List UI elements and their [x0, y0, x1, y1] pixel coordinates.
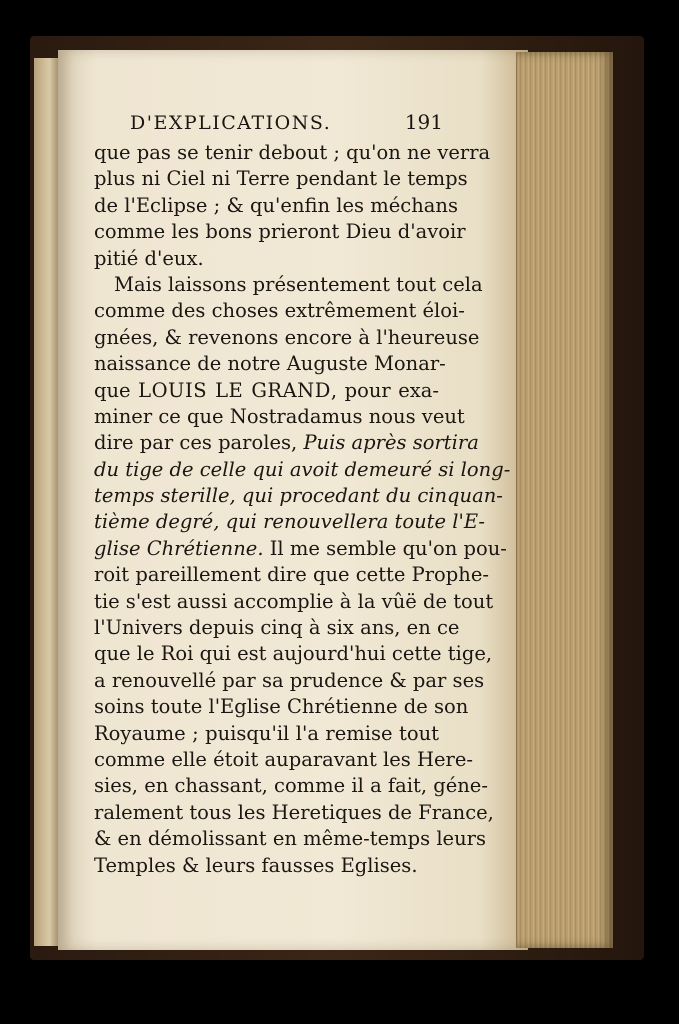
- text-line: [94, 562, 489, 588]
- text-line: [94, 826, 486, 852]
- text-segment: miner ce que Nostradamus nous veut: [94, 404, 465, 428]
- text-segment: , pour exa-: [330, 378, 439, 402]
- text-line: [94, 430, 479, 456]
- page-number: 191: [404, 110, 443, 134]
- text-segment: Mais laissons présentement tout cela: [114, 272, 483, 296]
- text-line: [94, 589, 494, 615]
- page-block-edges: [516, 52, 613, 948]
- text-line: [94, 641, 493, 667]
- text-segment: que pas se tenir debout ; qu'on ne verra: [94, 141, 491, 164]
- text-line: [94, 536, 507, 562]
- text-line: [94, 351, 446, 377]
- text-segment: & en démolissant en même-temps leurs: [94, 827, 486, 851]
- text-segment: que: [94, 378, 139, 402]
- text-line: [94, 773, 488, 799]
- text-segment: temps sterille, qui procedant du cinquan-: [94, 484, 503, 508]
- text-segment: l'Univers depuis cinq à six ans, en ce: [94, 616, 460, 640]
- text-segment: sies, en chassant, comme il a fait, géne-: [94, 774, 488, 798]
- text-line: [94, 246, 439, 272]
- text-line: [94, 509, 486, 535]
- text-line: [94, 378, 439, 404]
- text-line: [94, 694, 469, 720]
- text-segment: pitié d'eux.: [94, 246, 204, 270]
- text-segment: du tige de celle qui avoit demeuré si long-: [94, 457, 511, 481]
- text-line: [94, 219, 466, 245]
- text-line: [94, 457, 511, 483]
- text-segment: Puis après sortira: [303, 431, 479, 455]
- text-segment: que le Roi qui est aujourd'hui cette tige,: [94, 642, 493, 666]
- text-segment: dire par ces paroles,: [94, 431, 304, 455]
- text-segment: glise Chrétienne.: [94, 536, 264, 560]
- text-line: [94, 193, 458, 219]
- text-line: [94, 272, 483, 298]
- text-segment: roit pareillement dire que cette Prophe-: [94, 563, 489, 587]
- text-segment: LOUIS LE GRAND: [138, 378, 331, 402]
- text-line: [94, 404, 465, 430]
- text-segment: Il me semble qu'on pou-: [263, 536, 507, 560]
- text-segment: ralement tous les Heretiques de France,: [94, 800, 494, 824]
- text-line: [94, 800, 494, 826]
- text-segment: de l'Eclipse ; & qu'enfin les méchans: [94, 193, 458, 217]
- text-line: [94, 166, 468, 192]
- text-segment: gnées, & revenons encore à l'heureuse: [94, 325, 480, 349]
- text-segment: tième degré, qui renouvellera toute l'E-: [94, 510, 486, 534]
- text-segment: Royaume ; puisqu'il l'a remise tout: [94, 721, 439, 745]
- page-text-block: [94, 110, 511, 879]
- text-segment: comme elle étoit auparavant les Here-: [94, 747, 473, 771]
- text-line: [94, 747, 473, 773]
- text-line: [94, 140, 491, 166]
- text-segment: comme des choses extrêmement éloi-: [94, 299, 465, 323]
- text-segment: Temples & leurs fausses Eglises.: [94, 853, 418, 877]
- text-segment: a renouvellé par sa prudence & par ses: [94, 668, 485, 692]
- text-line: [94, 298, 465, 324]
- text-segment: comme les bons prieront Dieu d'avoir: [94, 220, 466, 244]
- text-line: [94, 615, 460, 641]
- text-segment: soins toute l'Eglise Chrétienne de son: [94, 695, 469, 719]
- text-line: [94, 721, 439, 747]
- text-line: [94, 853, 439, 879]
- text-segment: naissance de notre Auguste Monar-: [94, 352, 446, 376]
- text-line: [94, 325, 480, 351]
- left-page-edge: [34, 58, 61, 946]
- text-segment: tie s'est aussi accomplie à la vûë de tout: [94, 589, 494, 613]
- text-line: [94, 483, 503, 509]
- text-segment: plus ni Ciel ni Terre pendant le temps: [94, 167, 468, 191]
- text-line: [94, 668, 485, 694]
- body-text: [94, 140, 511, 879]
- running-title: D'EXPLICATIONS.: [130, 112, 332, 134]
- running-header: [130, 110, 443, 140]
